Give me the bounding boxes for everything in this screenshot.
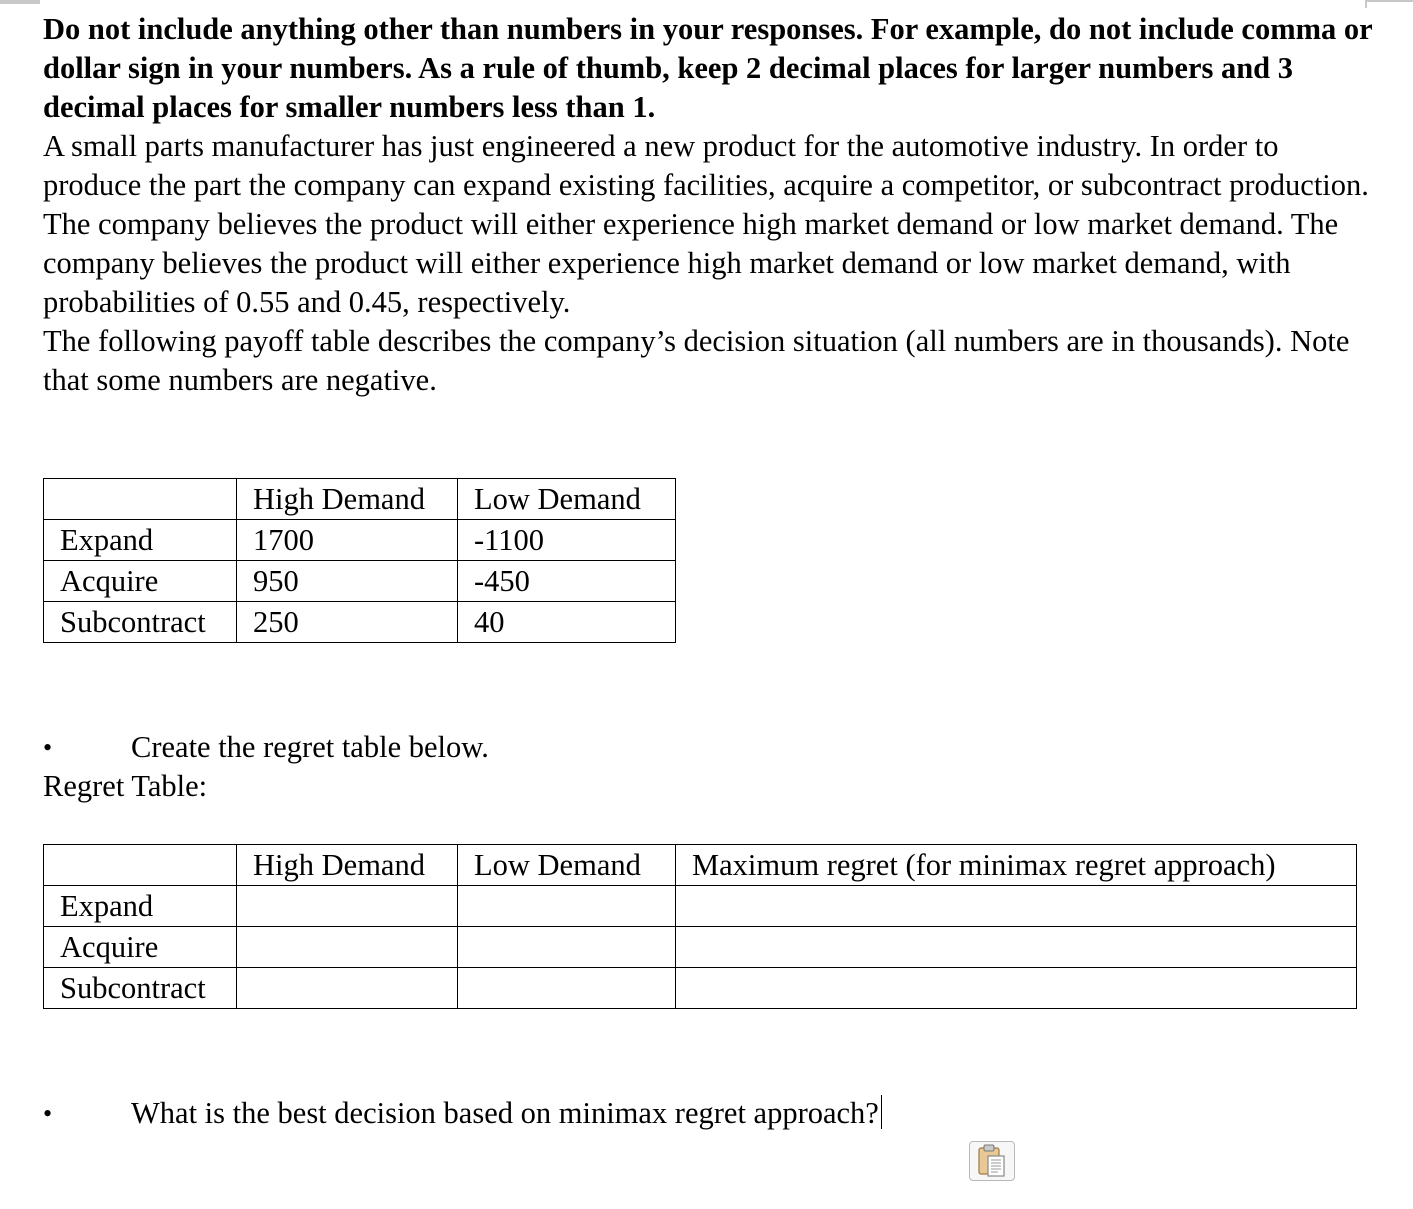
- payoff-cell: 40: [458, 602, 676, 643]
- payoff-cell: -1100: [458, 520, 676, 561]
- bullet-create-regret-table: [43, 728, 743, 768]
- payoff-cell: -450: [458, 561, 676, 602]
- document-body: [43, 10, 1373, 400]
- table-header-row: [44, 479, 676, 520]
- regret-table: [43, 844, 1357, 1009]
- row-label-subcontract: Subcontract: [44, 968, 237, 1009]
- table-row: [44, 520, 676, 561]
- header-cell-high-demand: High Demand: [237, 845, 458, 886]
- bullet-icon: •: [43, 733, 53, 762]
- payoff-cell: 1700: [237, 520, 458, 561]
- bullet-best-decision-question[interactable]: [43, 1094, 1003, 1134]
- header-cell-low-demand: Low Demand: [458, 845, 676, 886]
- max-regret-input-cell[interactable]: [676, 968, 1357, 1009]
- paste-options-button[interactable]: [969, 1141, 1015, 1181]
- row-label-subcontract: Subcontract: [44, 602, 237, 643]
- regret-input-cell[interactable]: [458, 886, 676, 927]
- answer-instructions: Do not include anything other than numbers in your responses. For example, do not include comma or dollar sign in your numbers. As a rule of thumb, keep 2 decimal places for larger numbers and 3 decimal places for smaller numbers less than 1.: [43, 12, 1373, 124]
- bullet-text: What is the best decision based on minimax regret approach?: [131, 1096, 879, 1130]
- row-label-acquire: Acquire: [44, 927, 237, 968]
- regret-input-cell[interactable]: [237, 927, 458, 968]
- max-regret-input-cell[interactable]: [676, 927, 1357, 968]
- table-row: [44, 927, 1357, 968]
- bullet-icon: •: [43, 1099, 53, 1128]
- window-corner-left: [0, 0, 40, 4]
- header-cell-empty: [44, 845, 237, 886]
- row-label-expand: Expand: [44, 520, 237, 561]
- regret-input-cell[interactable]: [237, 886, 458, 927]
- header-cell-maximum-regret: Maximum regret (for minimax regret approach): [676, 845, 1357, 886]
- regret-input-cell[interactable]: [458, 968, 676, 1009]
- row-label-acquire: Acquire: [44, 561, 237, 602]
- max-regret-input-cell[interactable]: [676, 886, 1357, 927]
- window-corner-right: [1365, 0, 1413, 8]
- bullet-text: Create the regret table below.: [131, 730, 489, 764]
- table-row: [44, 886, 1357, 927]
- header-cell-empty: [44, 479, 237, 520]
- table-introduction: The following payoff table describes the company’s decision situation (all numbers are in thousands). Note that some numbers are negative.: [43, 324, 1350, 397]
- row-label-expand: Expand: [44, 886, 237, 927]
- table-row: [44, 968, 1357, 1009]
- payoff-cell: 950: [237, 561, 458, 602]
- header-cell-high-demand: High Demand: [237, 479, 458, 520]
- payoff-table: [43, 478, 676, 643]
- regret-input-cell[interactable]: [458, 927, 676, 968]
- clipboard-icon: [970, 1142, 1013, 1179]
- text-cursor: [881, 1095, 883, 1129]
- table-header-row: [44, 845, 1357, 886]
- table-row: [44, 561, 676, 602]
- payoff-cell: 250: [237, 602, 458, 643]
- header-cell-low-demand: Low Demand: [458, 479, 676, 520]
- problem-description: A small parts manufacturer has just engineered a new product for the automotive industry. In order to produce the part the company can expand existing facilities, acquire a competitor, or subcontract production. The company believes the product will either experience high market demand or low market demand. The company believes the product will either experience high market demand or low market demand, with probabilities of 0.55 and 0.45, respectively.: [43, 129, 1369, 319]
- regret-input-cell[interactable]: [237, 968, 458, 1009]
- regret-table-label: Regret Table:: [43, 769, 208, 803]
- table-row: [44, 602, 676, 643]
